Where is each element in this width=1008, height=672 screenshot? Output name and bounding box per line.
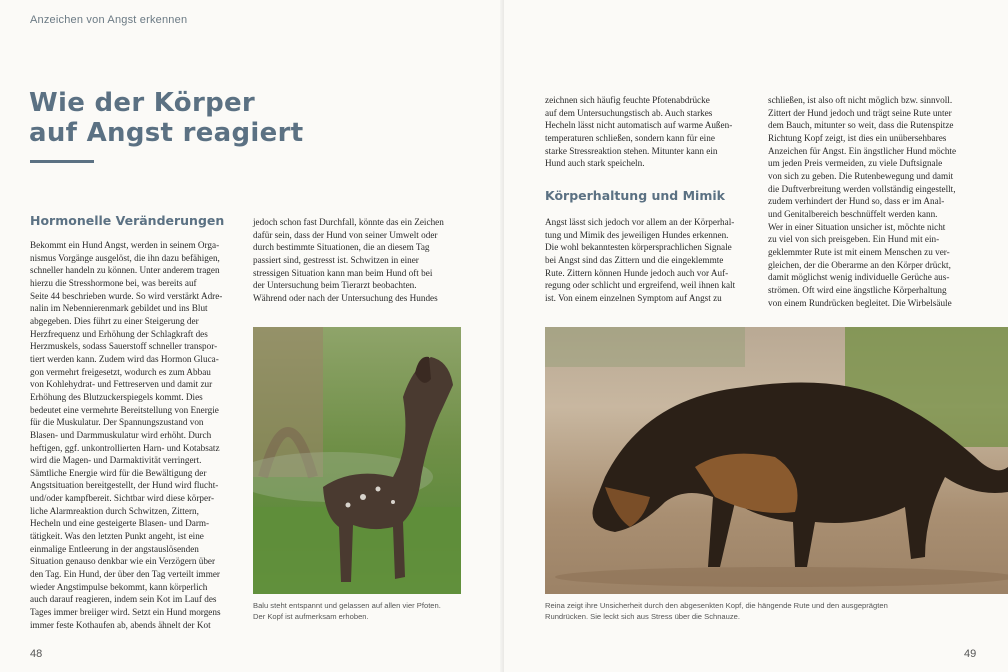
section-heading-hormonal: Hormonelle Veränderungen bbox=[30, 213, 225, 228]
body-column-2: jedoch schon fast Durchfall, könnte das ein Zeichen dafür sein, dass der Hund von seiner Umwelt oder durch bestimmte Situationen, die an diesem Tag passiert sind, gestresst ist. Schwitzen in einer stressigen Situation kann man beim Hund oft bei der Untersuchung beim Tierarzt beobachten. Während oder nach der Untersuchung des Hundes bbox=[253, 217, 444, 303]
body-column-1: Bekommt ein Hund Angst, werden in seinem Orga- nismus Vorgänge ausgelöst, die ihn dazu befähigen, schneller handeln zu können. Unter anderem tragen hierzu die Stresshormone bei, was bereits auf Seite 44 beschrieben wurde. So wird verstärkt Adre- nalin im Nebennierenmark gebildet und ins Blut abgegeben. Dies führt zu einer Steigerung der Herzfrequenz und Erhöhung der Schlagkraft des Herzmuskels, sodass Sauerstoff schneller transpor- tiert werden kann. Zudem wird das Hormon Gluca- gon vermehrt freigesetzt, wodurch es zum Abbau von Kohlehydrat- und Fettreserven und damit zur Erhöhung des Blutzuckerspiegels kommt. Dies bedeutet eine vermehrte Bereitstellung von Energie für die Muskulatur. Der Spannungszustand von Blasen- und Darmmuskulatur wird erhöht. Durch heftigen, ggf. unkontrollierten Harn- und Kotabsatz wird die Magen- und Darmaktivität verringert. Sämtliche Energie wird für die Bewältigung der Angstsituation bereitgestellt, der Hund wird flucht- und/oder kampfbereit. Sichtbar wird diese körper- liche Alarmreaktion durch Schwitzen, Zittern, Hecheln und eine gesteigerte Blasen- und Darm- tätigkeit. Was den letzten Punkt angeht, ist eine einmalige Entleerung in der angstauslösenden Situation genauso denkbar wie ein Verzögern über den Tag. Ein Hund, der über den Tag verteilt immer wieder Angstimpulse bekommt, kann körperlich auch darauf reagieren, indem sein Kot im Lauf des Tages immer breiiger wird. Setzt ein Hund morgens immer feste Kothaufen ab, abends ähnelt der Kot bbox=[30, 240, 223, 630]
body-column-3-top: zeichnen sich häufig feuchte Pfotenabdrücke auf dem Untersuchungstisch ab. Auch starkes Hecheln lässt nicht automatisch auf warme Außen- temperaturen schließen, sondern kann für eine starke Stressreaktion stehen. Mitunter kann ein Hund auch stark speicheln. bbox=[545, 95, 733, 169]
dog-illustration-fearful bbox=[545, 327, 1008, 594]
page-title bbox=[29, 88, 303, 148]
dog-illustration-standing bbox=[253, 327, 461, 594]
right-page bbox=[504, 0, 1008, 672]
body-column-4: schließen, ist also oft nicht möglich bzw. sinnvoll. Zittert der Hund jedoch und trägt seine Rute unter dem Bauch, mitunter so weit, dass die Rutenspitze Richtung Kopf zeigt, ist dies ein unübersehbares Anzeichen für Angst. Ein ängstlicher Hund möchte um jeden Preis vermeiden, zu viele Duftsignale von sich zu geben. Die Rutenbewegung und damit die Duftverbreitung werden vollständig eingestellt, zudem verhindert der Hund so, dass er im Anal- und Genitalbereich beschnüffelt werden kann. Wer in einer Situation unsicher ist, möchte nicht zu viel von sich preisgeben. Ein Hund mit ein- geklemmter Rute ist mit einem Menschen zu ver- gleichen, der die Oberarme an den Körper drückt, damit möglichst wenig individuelle Gerüche aus- strömen. Oft wird eine ängstliche Körperhaltung von einem Rundrücken begleitet. Die Wirbelsäule bbox=[768, 95, 957, 308]
page-number-right: 49 bbox=[964, 648, 977, 660]
title-line-2: auf Angst reagiert bbox=[29, 118, 304, 148]
photo-reina-fearful-dog bbox=[545, 327, 1008, 594]
photo-caption-right: Reina zeigt ihre Unsicherheit durch den abgesenkten Kopf, die hängende Rute und den ausgeprägten Rundrücken. Sie leckt sich aus Stress über die Schnauze. bbox=[545, 601, 888, 621]
photo-balu-standing-dog bbox=[253, 327, 461, 594]
title-rule bbox=[30, 160, 94, 163]
photo-caption-left: Balu steht entspannt und gelassen auf allen vier Pfoten. Der Kopf ist aufmerksam erhoben. bbox=[253, 601, 441, 621]
section-heading-posture: Körperhaltung und Mimik bbox=[545, 188, 725, 203]
body-column-3-bottom: Angst lässt sich jedoch vor allem an der Körperhal- tung und Mimik des jeweiligen Hundes erkennen. Die wohl bekanntesten körpersprachlichen Signale bei Angst sind das Zittern und die eingeklemmte Rute. Zittern können Hunde jedoch auch vor Auf- regung oder schlicht und ergreifend, weil ihnen kalt ist. Von einem einzelnen Symptom auf Angst zu bbox=[545, 217, 736, 303]
running-head: Anzeichen von Angst erkennen bbox=[30, 14, 188, 26]
page-number-left: 48 bbox=[30, 648, 43, 660]
title-line-1: Wie der Körper bbox=[29, 88, 256, 118]
